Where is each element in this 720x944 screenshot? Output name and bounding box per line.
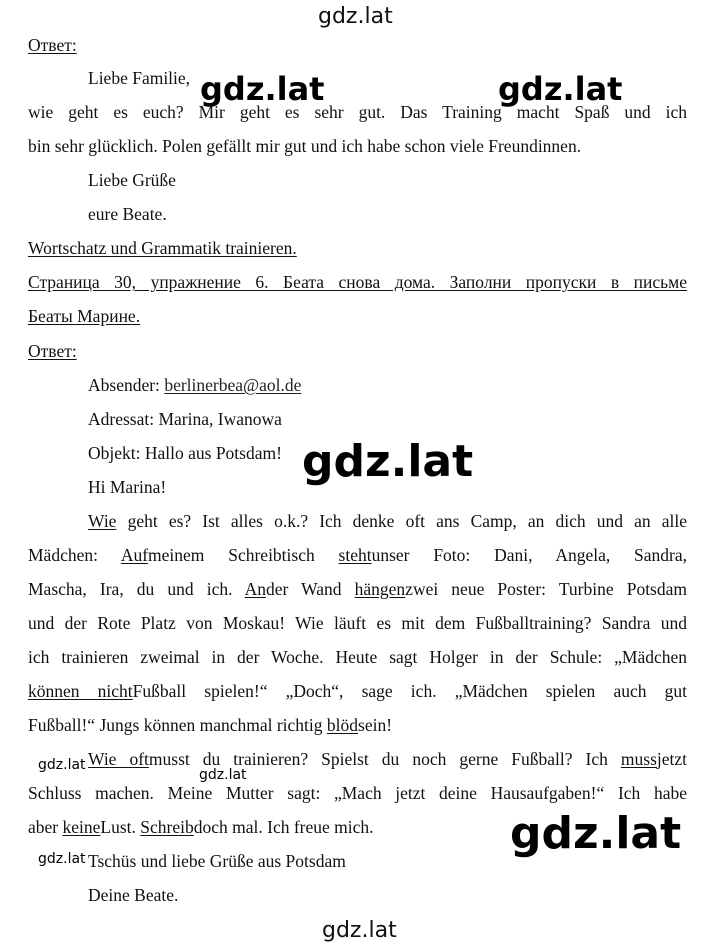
body-line: Mascha, Ira, du und ich. Ander Wand hängenzwei neue Poster: Turbine Potsdam [28,579,687,599]
body-line: aber keineLust. Schreibdoch mal. Ich freue mich. [28,817,374,837]
letter-signature: eure Beate. [88,204,167,224]
email-signature: Deine Beate. [88,885,179,905]
email-sender: Absender: berlinerbea@aol.de [88,375,302,395]
email-recipient: Adressat: Marina, Iwanowa [88,409,282,429]
watermark: gdz.lat [318,4,393,29]
watermark: gdz.lat [302,436,474,487]
watermark: gdz.lat [199,767,247,783]
body-line: ich trainieren zweimal in der Woche. Heute sagt Holger in der Schule: „Mädchen [28,647,687,667]
watermark: gdz.lat [38,851,86,867]
body-line: Wie oftmusst du trainieren? Spielst du noch gerne Fußball? Ich mussjetzt [88,749,687,769]
email-address-link[interactable]: berlinerbea@aol.de [164,375,302,395]
body-line: und der Rote Platz von Moskau! Wie läuft es mit dem Fußballtraining? Sandra und [28,613,687,633]
letter-line: wie geht es euch? Mir geht es sehr gut. Das Training macht Spaß und ich [28,102,687,122]
section-title: Wortschatz und Grammatik trainieren. [28,238,297,258]
watermark: gdz.lat [322,918,397,943]
answer-label: Ответ: [28,35,77,55]
body-line: Fußball!“ Jungs können manchmal richtig blödsein! [28,715,393,735]
email-subject: Objekt: Hallo aus Potsdam! [88,443,282,463]
watermark: gdz.lat [510,808,682,859]
body-line: Mädchen: Aufmeinem Schreibtisch stehtunser Foto: Dani, Angela, Sandra, [28,545,688,565]
letter-closing: Liebe Grüße [88,170,176,190]
email-greeting: Hi Marina! [88,477,167,497]
task-text: Страница 30, упражнение 6. Беата снова дома. Заполни пропуски в письме [28,272,687,292]
watermark: gdz.lat [200,70,325,108]
body-line: können nichtFußball spielen!“ „Doch“, sage ich. „Mädchen spielen auch gut [28,681,688,701]
email-closing: Tschüs und liebe Grüße aus Potsdam [88,851,346,871]
body-line: Wie geht es? Ist alles o.k.? Ich denke oft ans Camp, an dich und an alle [88,511,687,531]
task-text: Беаты Марине. [28,306,141,326]
body-line: Schluss machen. Meine Mutter sagt: „Mach jetzt deine Hausaufgaben!“ Ich habe [28,783,687,803]
answer-label: Ответ: [28,341,77,361]
watermark: gdz.lat [498,70,623,108]
watermark: gdz.lat [38,757,86,773]
letter-greeting: Liebe Familie, [88,68,191,88]
letter-line: bin sehr glücklich. Polen gefällt mir gut und ich habe schon viele Freundinnen. [28,136,582,156]
